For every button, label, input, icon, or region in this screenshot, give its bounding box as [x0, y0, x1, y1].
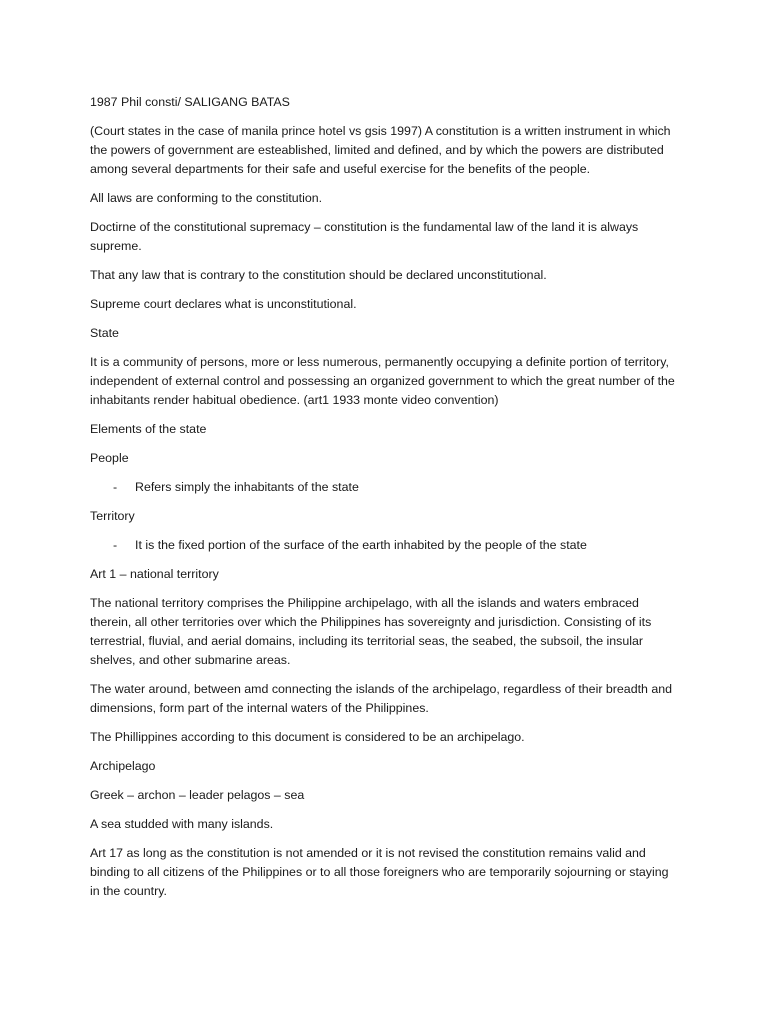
bullet-dash: - — [113, 479, 118, 494]
paragraph-national-territory: The national territory comprises the Philippine archipelago, with all the islands and waters embraced therein, all other territories over which the Philippines has sovereignty and jurisdiction. Consisting of its terrestrial, fluvial, and aerial domains, including its territorial seas, the seabed, the subsoil, the insular shelves, and other submarine areas. — [90, 596, 652, 667]
paragraph-state-definition: It is a community of persons, more or less numerous, permanently occupying a definite portion of territory, independent of external control and possessing an organized government to which the great number of the inhabitants render habitual obedience. (art1 1933 monte video convention) — [90, 355, 675, 407]
paragraph-archipelago-etymology: Greek – archon – leader pelagos – sea — [90, 787, 305, 802]
heading-art1: Art 1 – national territory — [90, 567, 219, 582]
paragraph-laws-conforming: All laws are conforming to the constitution. — [90, 190, 323, 205]
paragraph-supreme-court: Supreme court declares what is unconstitutional. — [90, 296, 357, 311]
paragraph-constitutional-supremacy: Doctirne of the constitutional supremacy – constitution is the fundamental law of the land it is always supreme. — [90, 219, 639, 253]
paragraph-unconstitutional-law: That any law that is contrary to the constitution should be declared unconstitutional. — [90, 267, 547, 282]
bullet-territory-text: It is the fixed portion of the surface of the earth inhabited by the people of the state — [135, 538, 587, 553]
heading-state: State — [90, 325, 119, 340]
paragraph-art17: Art 17 as long as the constitution is not amended or it is not revised the constitution remains valid and binding to all citizens of the Philippines or to all those foreigners who are temporarily sojourning or staying in the country. — [90, 846, 669, 898]
document-body — [90, 93, 680, 911]
heading-territory: Territory — [90, 509, 135, 524]
bullet-territory — [90, 536, 680, 555]
bullet-dash: - — [113, 538, 118, 553]
paragraph-archipelago-note: The Phillippines according to this document is considered to be an archipelago. — [90, 729, 525, 744]
document-title: 1987 Phil consti/ SALIGANG BATAS — [90, 95, 290, 109]
bullet-people-text: Refers simply the inhabitants of the state — [135, 479, 359, 494]
paragraph-archipelago-definition: A sea studded with many islands. — [90, 816, 274, 831]
bullet-people — [90, 478, 680, 497]
paragraph-internal-waters: The water around, between amd connecting the islands of the archipelago, regardless of their breadth and dimensions, form part of the internal waters of the Philippines. — [90, 681, 673, 715]
heading-archipelago: Archipelago — [90, 758, 156, 773]
heading-people: People — [90, 450, 129, 465]
heading-elements-of-state: Elements of the state — [90, 421, 207, 436]
paragraph-constitution-definition: (Court states in the case of manila prince hotel vs gsis 1997) A constitution is a written instrument in which the powers of government are esteablished, limited and defined, and by which the powers are distributed among several departments for their safe and useful exercise for the benefits of the people. — [90, 124, 671, 176]
